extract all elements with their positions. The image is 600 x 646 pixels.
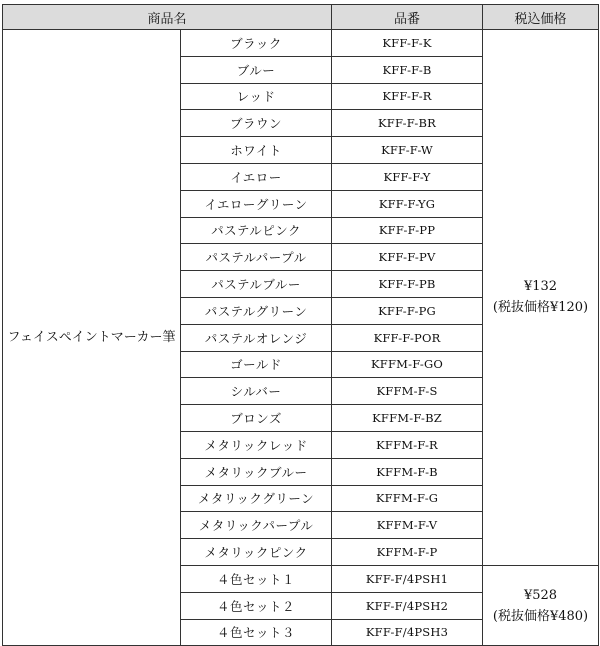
product-code-cell: KFF-F-PG bbox=[332, 297, 483, 324]
product-table bbox=[2, 4, 599, 646]
variant-cell: パステルパープル bbox=[181, 244, 332, 271]
product-code-cell: KFF-F/4PSH3 bbox=[332, 619, 483, 646]
table-row bbox=[3, 30, 599, 57]
product-code-cell: KFF-F-Y bbox=[332, 163, 483, 190]
price-excluding-tax: (税抜価格¥480) bbox=[492, 608, 589, 624]
product-code-cell: KFF-F-YG bbox=[332, 190, 483, 217]
variant-cell: ホワイト bbox=[181, 137, 332, 164]
variant-cell: ブラック bbox=[181, 30, 332, 57]
variant-cell: ブラウン bbox=[181, 110, 332, 137]
product-code-cell: KFFM-F-S bbox=[332, 378, 483, 405]
variant-cell: パステルグリーン bbox=[181, 297, 332, 324]
product-code-cell: KFF-F-PB bbox=[332, 271, 483, 298]
table-header bbox=[3, 5, 599, 30]
variant-cell: イエロー bbox=[181, 163, 332, 190]
product-code-cell: KFF-F-BR bbox=[332, 110, 483, 137]
variant-cell: ブルー bbox=[181, 56, 332, 83]
product-code-cell: KFF-F-W bbox=[332, 137, 483, 164]
product-code-cell: KFFM-F-B bbox=[332, 458, 483, 485]
variant-cell: メタリックレッド bbox=[181, 431, 332, 458]
product-code-cell: KFF-F/4PSH1 bbox=[332, 565, 483, 592]
product-code-cell: KFFM-F-V bbox=[332, 512, 483, 539]
variant-cell: メタリックグリーン bbox=[181, 485, 332, 512]
header-price: 税込価格 bbox=[483, 5, 599, 30]
product-code-cell: KFF-F/4PSH2 bbox=[332, 592, 483, 619]
product-code-cell: KFF-F-PV bbox=[332, 244, 483, 271]
product-code-cell: KFF-F-PP bbox=[332, 217, 483, 244]
variant-cell: イエローグリーン bbox=[181, 190, 332, 217]
product-name-cell: フェイスペイントマーカー筆 bbox=[3, 30, 181, 646]
price-value: ¥132 bbox=[523, 279, 558, 295]
product-code-cell: KFF-F-B bbox=[332, 56, 483, 83]
price-excluding-tax: (税抜価格¥120) bbox=[492, 300, 589, 316]
product-code-cell: KFF-F-POR bbox=[332, 324, 483, 351]
variant-cell: メタリックパープル bbox=[181, 512, 332, 539]
product-code-cell: KFF-F-K bbox=[332, 30, 483, 57]
price-cell bbox=[483, 30, 599, 566]
product-code-cell: KFFM-F-GO bbox=[332, 351, 483, 378]
variant-cell: パステルオレンジ bbox=[181, 324, 332, 351]
product-code-cell: KFFM-F-P bbox=[332, 539, 483, 566]
table-body bbox=[3, 30, 599, 646]
variant-cell: ４色セット２ bbox=[181, 592, 332, 619]
product-code-cell: KFFM-F-BZ bbox=[332, 405, 483, 432]
header-product-code: 品番 bbox=[332, 5, 483, 30]
product-code-cell: KFFM-F-G bbox=[332, 485, 483, 512]
variant-cell: ４色セット１ bbox=[181, 565, 332, 592]
header-product-name: 商品名 bbox=[3, 5, 332, 30]
variant-cell: パステルピンク bbox=[181, 217, 332, 244]
variant-cell: レッド bbox=[181, 83, 332, 110]
variant-cell: シルバー bbox=[181, 378, 332, 405]
price-value: ¥528 bbox=[523, 587, 558, 603]
variant-cell: ブロンズ bbox=[181, 405, 332, 432]
variant-cell: メタリックブルー bbox=[181, 458, 332, 485]
price-cell bbox=[483, 565, 599, 645]
variant-cell: ゴールド bbox=[181, 351, 332, 378]
variant-cell: パステルブルー bbox=[181, 271, 332, 298]
header-row bbox=[3, 5, 599, 30]
product-code-cell: KFF-F-R bbox=[332, 83, 483, 110]
variant-cell: ４色セット３ bbox=[181, 619, 332, 646]
product-code-cell: KFFM-F-R bbox=[332, 431, 483, 458]
variant-cell: メタリックピンク bbox=[181, 539, 332, 566]
